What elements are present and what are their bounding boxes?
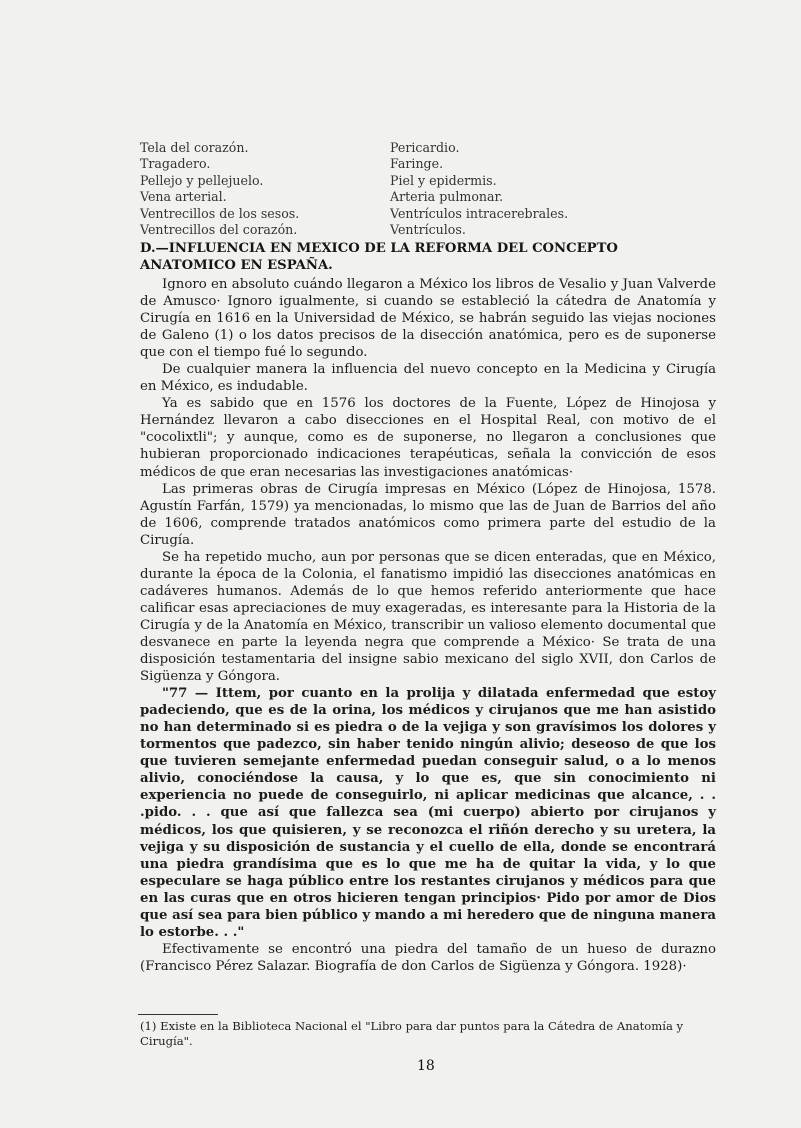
glossary-term: Ventrecillos del corazón. xyxy=(140,222,298,238)
body-text xyxy=(140,276,716,975)
paragraph: Ignoro en absoluto cuándo llegaron a México los libros de Vesalio y Juan Valverde de Amusco· Ignoro igualmente, si cuando se estableció la cátedra de Anatomía y Cirugía en 1616 en la Universidad de México, se habrán seguido las viejas nociones de Galeno (1) o los datos precisos de la disección anatómica, pero es de suponerse que con el tiempo fué lo segundo. xyxy=(140,277,716,361)
glossary-term: Tragadero. xyxy=(140,156,211,172)
testament-quote: "77 — Ittem, por cuanto en la prolija y dilatada enfermedad que estoy padeciendo, que es de la orina, los médicos y cirujanos que me han asistido no han determinado si es piedra o de la vejiga y son gravísimos los dolores y tormentos que padezco, sin haber tenido ningún alivio; deseoso de que los que tuvieren semejante enfermedad puedan conseguir salud, o a lo menos alivio, conociéndose la causa, y lo que es, que sin conocimiento ni experiencia no puede de conseguirlo, ni aplicar medicinas que alcance, . . .pido. . . que así que fallezca sea (mi cuerpo) abierto por cirujanos y médicos, los que quisieren, y se reconozca el riñón derecho y su uretera, la vejiga y su disposición de sustancia y el cuello de ella, donde se encontrará una piedra grandísima que es lo que me ha de quitar la vida, y lo que especulare se haga público entre los restantes cirujanos y médicos para que en las curas que en otros hicieren tengan principios· Pido por amor de Dios que así sea para bien público y mando a mi heredero que de ninguna manera lo estorbe. . ." xyxy=(140,686,716,940)
paragraph: Ya es sabido que en 1576 los doctores de la Fuente, López de Hinojosa y Hernández llevaron a cabo disecciones en el Hospital Real, con motivo de el "cocolixtli"; y aunque, como es de suponerse, no llegaron a conclusiones que hubieran proporcionado indicaciones terapéuticas, señala la convicción de esos médicos de que eran necesarias las investigaciones anatómicas· xyxy=(140,396,716,480)
section-heading: D.—INFLUENCIA EN MEXICO DE LA REFORMA DEL CONCEPTO ANATOMICO EN ESPAÑA. xyxy=(140,241,618,273)
glossary-term: Piel y epidermis. xyxy=(390,172,497,188)
footnote-rule xyxy=(138,1014,218,1015)
page-number: 18 xyxy=(417,1058,435,1074)
glossary-old-terms xyxy=(140,140,390,238)
glossary-term: Pericardio. xyxy=(390,140,460,155)
footnote: (1) Existe en la Biblioteca Nacional el "Libro para dar puntos para la Cátedra de Anatomía y Cirugía". xyxy=(140,1019,684,1048)
paragraph: De cualquier manera la influencia del nuevo concepto en la Medicina y Cirugía en México, es indudable. xyxy=(140,362,716,395)
paragraph: Se ha repetido mucho, aun por personas que se dicen enteradas, que en México, durante la época de la Colonia, el fanatismo impidió las disecciones anatómicas en cadáveres humanos. Además de lo que hemos referido anteriormente que hace calificar esas apreciaciones de muy exageradas, es interesante para la Historia de la Cirugía y de la Anatomía en México, transcribir un valioso elemento documental que desvanece en parte la leyenda negra que comprende a México· Se trata de una disposición testamentaria del insigne sabio mexicano del siglo XVII, don Carlos de Sigüenza y Góngora. xyxy=(140,549,716,685)
glossary-term: Vena arterial. xyxy=(140,189,227,205)
glossary-term: Ventrículos. xyxy=(390,222,466,238)
glossary-term: Tela del corazón. xyxy=(140,140,249,155)
glossary-term: Arteria pulmonar. xyxy=(390,189,504,205)
glossary-term: Ventrecillos de los sesos. xyxy=(140,205,300,221)
closing-paragraph: Efectivamente se encontró una piedra del tamaño de un hueso de durazno (Francisco Pérez Salazar. Biografía de don Carlos de Sigüenza y Góngora. 1928)· xyxy=(140,941,716,974)
paragraph: Las primeras obras de Cirugía impresas en México (López de Hinojosa, 1578. Agustín Farfán, 1579) ya mencionadas, lo mismo que las de Juan de Barrios del año de 1606, comprende tratados anatómicos como primera parte del estudio de la Cirugía. xyxy=(140,481,716,548)
glossary-term: Ventrículos intracerebrales. xyxy=(390,205,569,221)
glossary-modern-terms xyxy=(390,140,690,238)
term-glossary xyxy=(140,140,700,238)
glossary-term: Pellejo y pellejuelo. xyxy=(140,172,264,188)
glossary-term: Faringe. xyxy=(390,156,444,172)
